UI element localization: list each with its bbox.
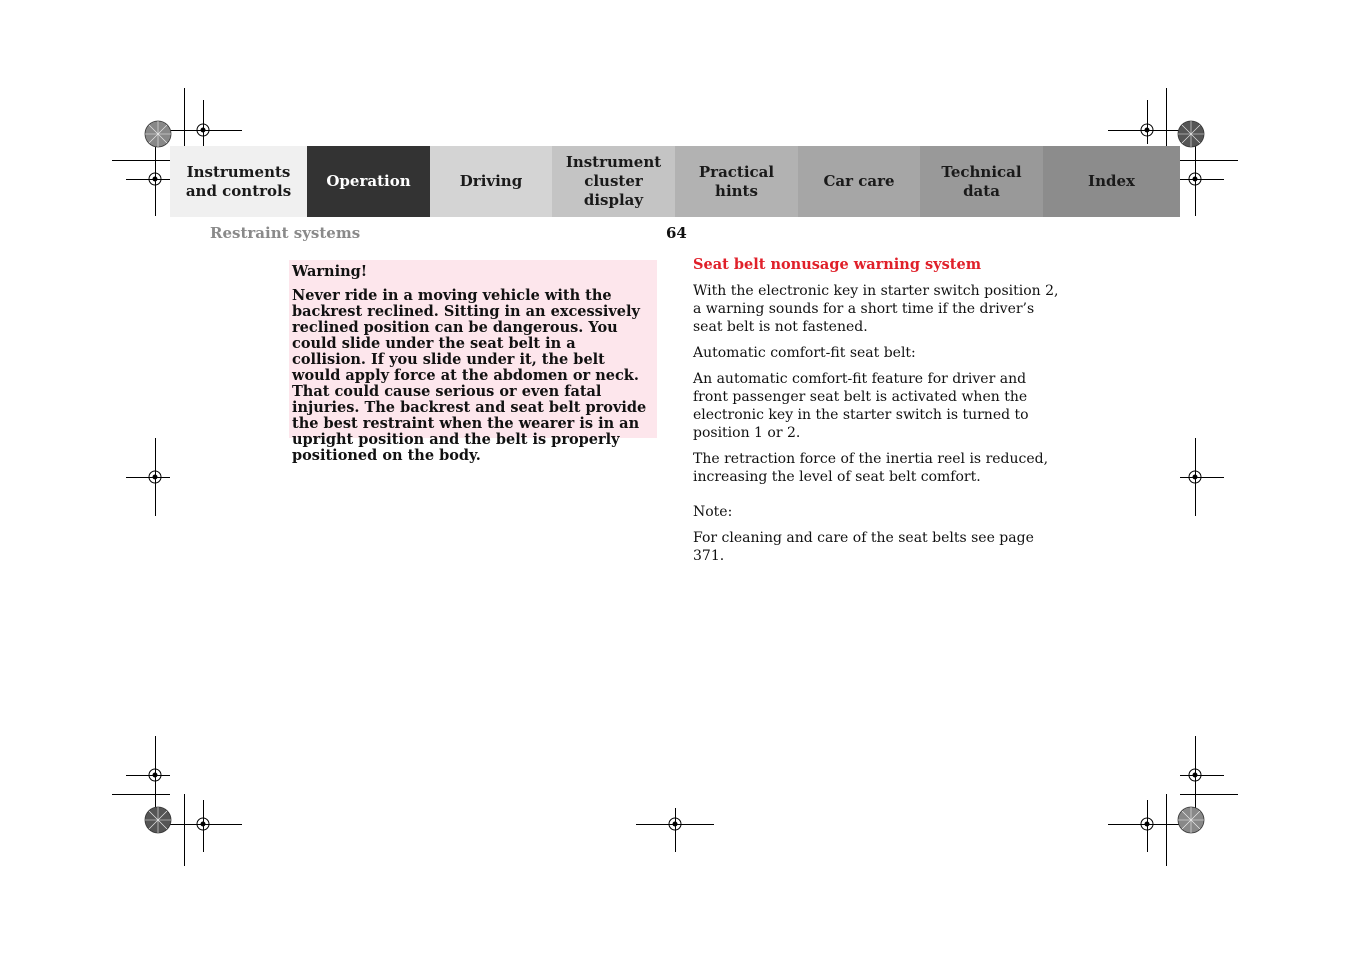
warning-text: Never ride in a moving vehicle with the backrest reclined. Sitting in an excessively reclined position can be dangerous. You could slide under the seat belt in a collision. If you slide under it, the belt would apply force at the abdomen or neck. That could cause serious or even fatal injuries. The backrest and seat belt provide the best restraint when the wearer is in an upright position and the belt is properly positioned on the body. <box>292 287 647 464</box>
section-heading: Seat belt nonusage warning system <box>693 256 982 273</box>
tab-label: Driving <box>459 172 523 190</box>
tab-car-care[interactable] <box>798 146 920 217</box>
page-number: 64 <box>666 224 687 242</box>
warning-title: Warning! <box>292 263 368 280</box>
tab-practical-hints[interactable] <box>675 146 798 217</box>
tab-label: Instruments and controls <box>185 162 292 200</box>
tab-technical-data[interactable] <box>920 146 1043 217</box>
tab-label: Car care <box>823 172 895 190</box>
paragraph: With the electronic key in starter switch position 2, a warning sounds for a short time if the driver’s seat belt is not fastened. <box>693 283 1059 335</box>
tab-instrument-cluster-display[interactable] <box>552 146 675 217</box>
tab-label: Index <box>1088 172 1135 190</box>
note-label: Note: <box>693 504 733 520</box>
section-tabs <box>170 146 1180 217</box>
warning-box <box>289 260 657 464</box>
tab-label: Practical hints <box>698 162 775 200</box>
paragraph: Automatic comfort-fit seat belt: <box>693 345 916 361</box>
note-text: For cleaning and care of the seat belts see page 371. <box>693 530 1034 564</box>
tab-instruments-and-controls[interactable] <box>170 146 307 217</box>
tab-label: Instrument cluster display <box>565 153 662 209</box>
paragraph: An automatic comfort-fit feature for driver and front passenger seat belt is activated when the electronic key in the starter switch is turned to position 1 or 2. <box>693 371 1029 441</box>
tab-driving[interactable] <box>430 146 552 217</box>
main-content <box>693 256 1065 573</box>
section-title: Restraint systems <box>210 224 361 242</box>
tab-label: Operation <box>326 172 411 190</box>
tab-label: Technical data <box>941 162 1022 200</box>
tab-operation[interactable] <box>307 146 430 217</box>
tab-index[interactable] <box>1043 146 1180 217</box>
paragraph: The retraction force of the inertia reel is reduced, increasing the level of seat belt comfort. <box>693 451 1049 485</box>
